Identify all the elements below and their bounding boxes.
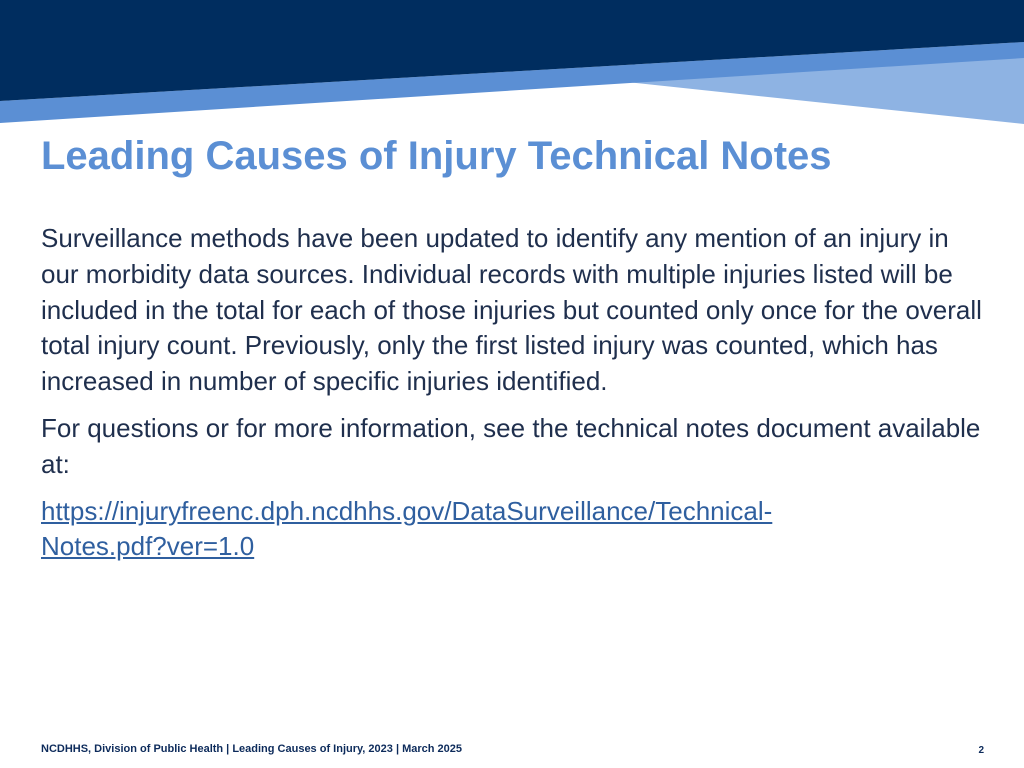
questions-paragraph: For questions or for more information, see the technical notes document available at: [41,412,981,479]
page-title: Leading Causes of Injury Technical Notes [41,134,832,178]
page-number: 2 [978,745,984,756]
link-line-2: Notes.pdf?ver=1.0 [41,531,255,562]
footer-text: NCDHHS, Division of Public Health | Leading Causes of Injury, 2023 | March 2025 [41,743,463,755]
header-banner [0,0,1024,130]
body-text [41,221,991,576]
technical-notes-paragraph [41,494,991,566]
link-line-1: https://injuryfreenc.dph.ncdhhs.gov/DataSurveillance/Technical- [41,495,773,526]
technical-notes-link[interactable] [41,496,772,562]
methods-paragraph: Surveillance methods have been updated to identify any mention of an injury in our morbidity data sources. Individual records with multiple injuries listed will be included in the total for each of those injuries but counted only once for the overall total injury count. Previously, only the first listed injury was counted, which has increased in number of specific injuries identified. [41,223,982,397]
